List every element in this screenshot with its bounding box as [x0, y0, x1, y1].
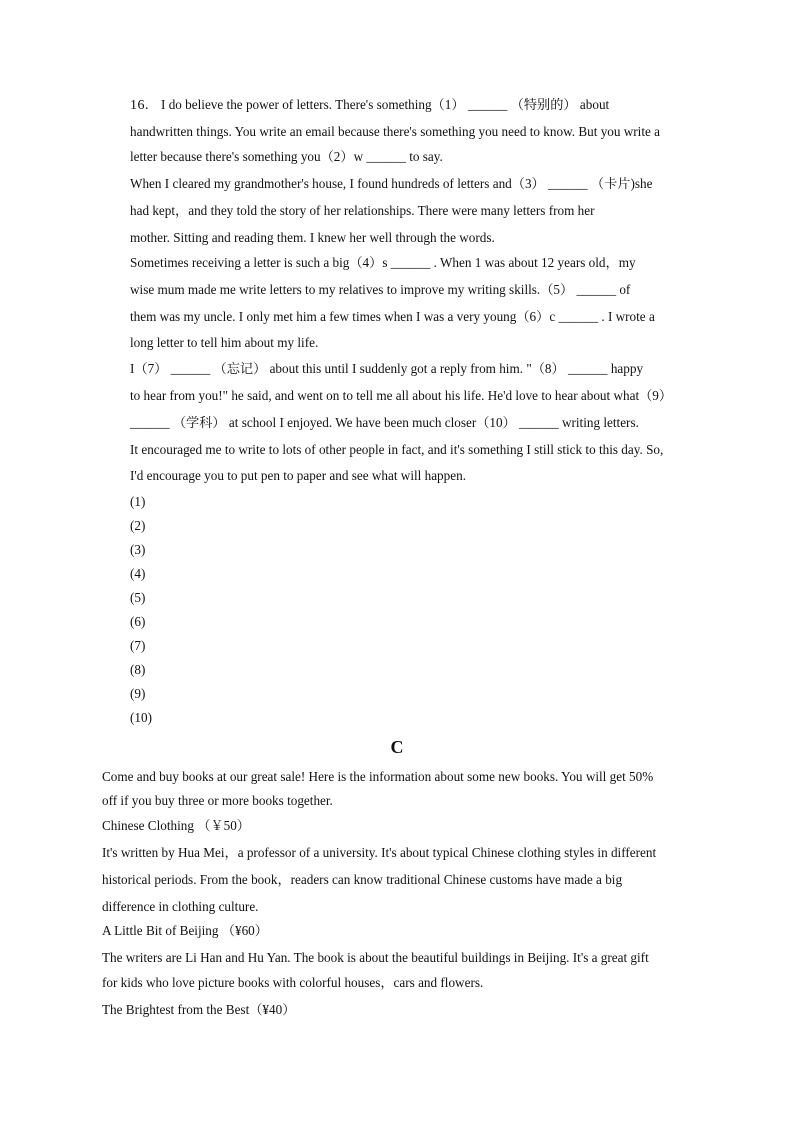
passage-line-12: to hear from you!" he said, and went on to tell me all about his life. He'd love to hear about what（9）: [130, 388, 673, 403]
section-heading: C: [390, 737, 404, 757]
intro-line-2: off if you buy three or more books together.: [102, 793, 333, 808]
answer-slot-3[interactable]: (3): [130, 542, 146, 557]
passage-line-1: [130, 96, 609, 115]
passage-line-14: It encouraged me to write to lots of other people in fact, and it's something I still stick to this day. So,: [130, 442, 664, 457]
answer-slot-1[interactable]: (1): [130, 494, 146, 509]
book-desc-line: The writers are Li Han and Hu Yan. The book is about the beautiful buildings in Beijing. It's a great gift: [102, 950, 649, 965]
answer-slot-4[interactable]: (4): [130, 566, 146, 581]
question-number: 16.: [130, 98, 149, 113]
intro-line-1: Come and buy books at our great sale! Here is the information about some new books. You will get 50%: [102, 769, 654, 784]
passage-line-8: wise mum made me write letters to my relatives to improve my writing skills.（5） ______ of: [130, 282, 631, 297]
passage-line-7: Sometimes receiving a letter is such a big（4）s ______ . When 1 was about 12 years old，my: [130, 255, 636, 270]
passage-text: I do believe the power of letters. There's something（1） ______ （特别的） about: [161, 97, 610, 112]
passage-line-4: When I cleared my grandmother's house, I found hundreds of letters and（3） ______ （卡片)she: [130, 176, 653, 191]
book-title: A Little Bit of Beijing （¥60）: [102, 923, 268, 938]
passage-line-2: handwritten things. You write an email because there's something you need to know. But you write a: [130, 124, 661, 139]
book-desc-line: It's written by Hua Mei，a professor of a university. It's about typical Chinese clothing styles in different: [102, 845, 657, 860]
passage-line-11: I（7） ______ （忘记） about this until I suddenly got a reply from him. "（8） ______ happy: [130, 361, 644, 376]
passage-line-10: long letter to tell him about my life.: [130, 335, 319, 350]
answer-slot-5[interactable]: (5): [130, 590, 146, 605]
passage-line-3: letter because there's something you（2）w ______ to say.: [130, 149, 443, 164]
passage-line-5: had kept，and they told the story of her relationships. There were many letters from her: [130, 203, 595, 218]
answer-slot-2[interactable]: (2): [130, 518, 146, 533]
passage-line-15: I'd encourage you to put pen to paper and see what will happen.: [130, 468, 466, 483]
book-desc-line: for kids who love picture books with colorful houses，cars and flowers.: [102, 975, 484, 990]
book-title: The Brightest from the Best（¥40）: [102, 1002, 296, 1017]
passage-line-6: mother. Sitting and reading them. I knew her well through the words.: [130, 230, 495, 245]
answer-slot-9[interactable]: (9): [130, 686, 146, 701]
book-desc-line: historical periods. From the book，readers can know traditional Chinese customs have made a big: [102, 872, 623, 887]
passage-line-9: them was my uncle. I only met him a few times when I was a very young（6）c ______ . I wrote a: [130, 309, 655, 324]
book-desc-line: difference in clothing culture.: [102, 899, 259, 914]
passage-line-13: ______ （学科） at school I enjoyed. We have been much closer（10） ______ writing letters.: [130, 415, 639, 430]
answer-slot-10[interactable]: (10): [130, 710, 152, 725]
answer-slot-6[interactable]: (6): [130, 614, 146, 629]
answer-slot-8[interactable]: (8): [130, 662, 146, 677]
answer-slot-7[interactable]: (7): [130, 638, 146, 653]
book-title: Chinese Clothing （￥50）: [102, 818, 250, 833]
